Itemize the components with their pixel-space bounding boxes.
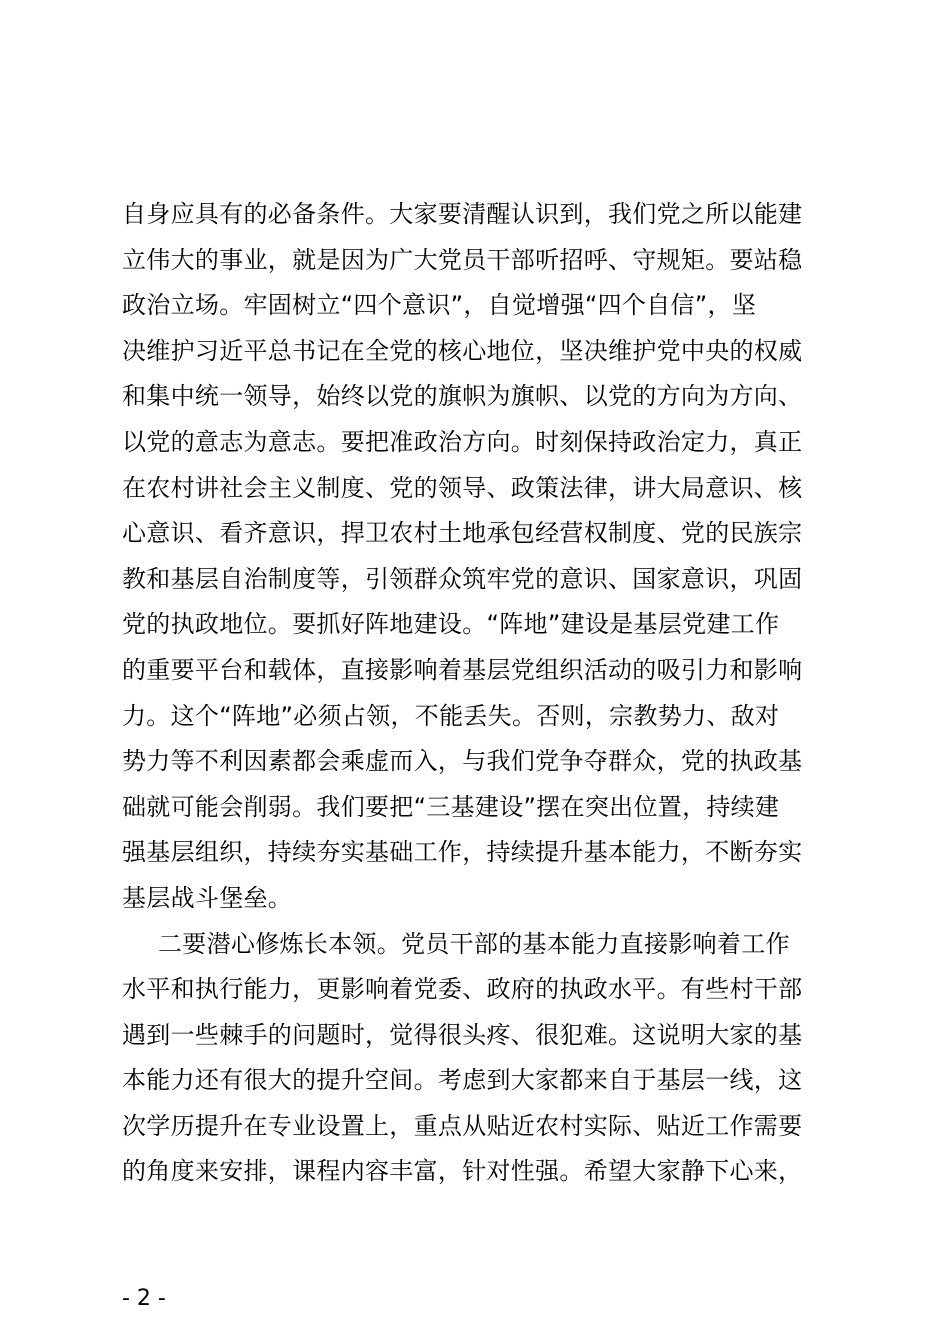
text-line: 基层战斗堡垒。 — [122, 883, 293, 912]
text-line: 党的执政地位。要抓好阵地建设。“阵地”建设是基层党建工作 — [122, 610, 780, 639]
text-line: 心意识、看齐意识，捍卫农村土地承包经营权制度、党的民族宗 — [122, 519, 803, 548]
document-body — [122, 192, 822, 1195]
page-number: - 2 - — [122, 1286, 166, 1311]
paragraph-2 — [122, 922, 822, 1196]
text-line: 遇到一些棘手的问题时，觉得很头疼、很犯难。这说明大家的基 — [122, 1020, 803, 1049]
text-line: 和集中统一领导，始终以党的旗帜为旗帜、以党的方向为方向、 — [122, 382, 803, 411]
text-line: 势力等不利因素都会乘虚而入，与我们党争夺群众，党的执政基 — [122, 747, 803, 776]
text-line: 水平和执行能力，更影响着党委、政府的执政水平。有些村干部 — [122, 975, 803, 1004]
text-line: 强基层组织，持续夯实基础工作，持续提升基本能力，不断夯实 — [122, 838, 803, 867]
text-line: 二要潜心修炼长本领。党员干部的基本能力直接影响着工作 — [158, 929, 790, 958]
text-line: 本能力还有很大的提升空间。考虑到大家都来自于基层一线，这 — [122, 1066, 803, 1095]
text-line: 教和基层自治制度等，引领群众筑牢党的意识、国家意识，巩固 — [122, 564, 803, 593]
text-line: 政治立场。牢固树立“四个意识”，自觉增强“四个自信”，坚 — [122, 291, 757, 320]
text-line: 力。这个“阵地”必须占领，不能丢失。否则，宗教势力、敌对 — [122, 701, 780, 730]
text-line: 的角度来安排，课程内容丰富，针对性强。希望大家静下心来， — [122, 1157, 803, 1186]
text-line: 次学历提升在专业设置上，重点从贴近农村实际、贴近工作需要 — [122, 1111, 803, 1140]
text-line: 决维护习近平总书记在全党的核心地位，坚决维护党中央的权威 — [122, 336, 803, 365]
text-line: 础就可能会削弱。我们要把“三基建设”摆在突出位置，持续建 — [122, 792, 780, 821]
text-line: 以党的意志为意志。要把准政治方向。时刻保持政治定力，真正 — [122, 427, 803, 456]
paragraph-1 — [122, 192, 822, 922]
text-line: 的重要平台和载体，直接影响着基层党组织活动的吸引力和影响 — [122, 655, 803, 684]
text-line: 立伟大的事业，就是因为广大党员干部听招呼、守规矩。要站稳 — [122, 245, 803, 274]
text-line: 自身应具有的必备条件。大家要清醒认识到，我们党之所以能建 — [122, 200, 803, 228]
text-line: 在农村讲社会主义制度、党的领导、政策法律，讲大局意识、核 — [122, 473, 803, 502]
